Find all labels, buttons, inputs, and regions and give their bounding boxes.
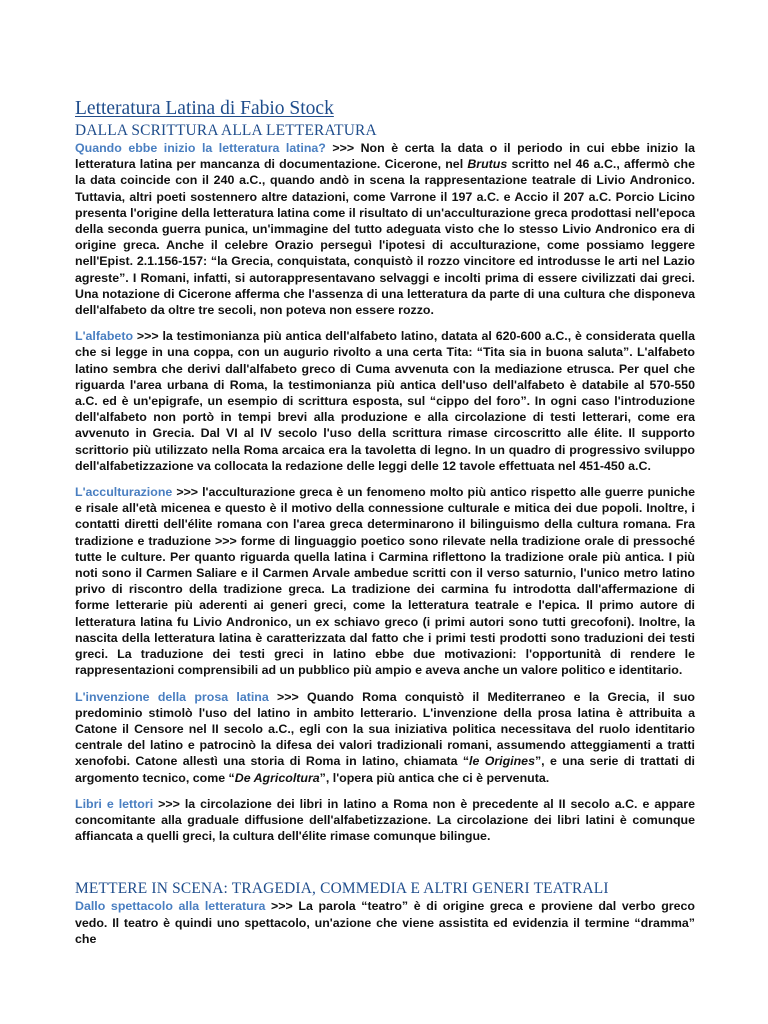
paragraph-text: >>> l'acculturazione greca è un fenomeno molto più antico rispetto alle guerre puniche e risale all'età micenea e questo è il motivo della connessione culturale e mitica dei due popoli. Inoltre, i contatti diretti dell'élite romana con l'area greca determinarono il bilinguismo della cultura romana. Fra tradizione e traduzione >>> forme di linguaggio poetico sono rilevate nella tradizione orale di pressoché tutte le culture. Per quanto riguarda quella latina i Carmina riflettono la tradizione orale più antica. I più noti sono il Carmen Saliare e il Carmen Arvale ambedue scritti con il verso saturnio, l'unico metro latino privo di riscontro della tradizione greca. La tradizione dei carmina fu introdotta dall'affermazione di forme letterarie più aderenti ai generi greci, come la letteratura teatrale e l'epica. Il primo autore di letteratura latina fu Livio Andronico, un ex schiavo greco (i primi autori sono tutti grecofoni). Inoltre, la nascita della letteratura latina è caratterizzata dal fatto che i primi testi prodotti sono traduzioni dei testi greci. La traduzione dei testi greci in latino ebbe due motivazioni: l'opportunità di rendere le rappresentazioni comprensibili ad un pubblico più ampio e aveva anche un valore politico e identitario. xyxy=(75,485,695,678)
paragraph-text: >>> Quando Roma conquistò il Mediterraneo e la Grecia, il suo predominio stimolò l'uso del latino in ambito letterario. L'invenzione della prosa latina è attribuita a Catone il Censore nel II secolo a.C., egli con la sua iniziativa politica necessitava del ruolo identitario centrale del latino e patrocinò la difesa dei valori tradizionali romani, assumendo atteggiamenti a tratti xenofobi. Catone allestì una storia di Roma in latino, chiamata “ xyxy=(75,689,695,769)
paragraph-lead: L'invenzione della prosa latina xyxy=(75,689,269,704)
paragraph-lead: Quando ebbe inizio la letteratura latina? xyxy=(75,141,326,155)
paragraph-lead: L'acculturazione xyxy=(75,485,173,500)
paragraph xyxy=(75,328,695,474)
paragraph-text: >>> la circolazione dei libri in latino a Roma non è precedente al II secolo a.C. e appare concomitante alla graduale diffusione dell'alfabetizzazione. La circolazione dei libri latini è comunque affiancata a quelli greci, la cultura dell'élite rimase comunque bilingue. xyxy=(75,796,695,844)
paragraph xyxy=(75,140,695,318)
section-spacer xyxy=(75,854,695,880)
paragraph-italic-text: Brutus xyxy=(467,157,508,172)
section-heading-2: METTERE IN SCENA: TRAGEDIA, COMMEDIA E ALTRI GENERI TEATRALI xyxy=(75,880,609,898)
document-page xyxy=(75,98,695,957)
paragraph-text: >>> La parola “teatro” è di origine greca e proviene dal verbo greco vedo. Il teatro è quindi uno spettacolo, un'azione che viene assistita ed evidenzia il termine “dramma” che xyxy=(75,899,695,946)
paragraph xyxy=(75,898,695,947)
section-2-body xyxy=(75,898,695,947)
document-title: Letteratura Latina di Fabio Stock xyxy=(75,98,334,119)
paragraph-italic-text: De Agricoltura xyxy=(234,770,320,785)
paragraph xyxy=(75,796,695,845)
paragraph xyxy=(75,484,695,678)
paragraph-italic-text: le Origines xyxy=(469,754,535,769)
paragraph-text: >>> la testimonianza più antica dell'alfabeto latino, datata al 620-600 a.C., è considerata quella che si legge in una coppa, con un augurio rivolto a una certa Tita: “Tita sia in buona saluta”. L'alfabeto latino sembra che derivi dall'alfabeto greco di Cuma avvenuta con la mediazione etrusca. Per quel che riguarda l'area urbana di Roma, la testimonianza più antica dell'uso dell'alfabeto è databile al 570-550 a.C. ed è un'epigrafe, un esempio di scrittura esposta, sul “cippo del foro”. In ogni caso l'introduzione dell'alfabeto non portò in tempi brevi alla produzione e alla circolazione di testi letterari, come era avvenuto in Grecia. Dal VI al IV secolo l'uso della scrittura rimase circoscritto alle élite. Il supporto scrittorio più utilizzato nella Roma arcaica era la tavoletta di legno. In un quadro di progressivo sviluppo dell'alfabetizzazione va collocata la redazione delle leggi delle 12 tavole effettuata nel 451-450 a.C. xyxy=(75,329,695,473)
paragraph-text: scritto nel 46 a.C., affermò che la data coincide con il 240 a.C., quando andò in scena la rappresentazione teatrale di Livio Andronico. Tuttavia, altri poeti sostennero altre datazioni, come Varrone il 197 a.C. e Accio il 207 a.C. Porcio Licino presenta l'origine della letteratura latina come il risultato di un'acculturazione greca prodottasi nell'epoca della seconda guerra punica, un'immagine del tutto adeguata visto che lo stesso Livio Andronico era di origine greca. Anche il celebre Orazio perseguì l'ipotesi di acculturazione, come possiamo leggere nell'Epist. 2.1.156-157: “la Grecia, conquistata, conquistò il rozzo vincitore ed introdusse le arti nel Lazio agreste”. I Romani, infatti, si autorappresentavano selvaggi e incolti prima di essere civilizzati dai greci. Una notazione di Cicerone afferma che l'assenza di una letteratura da parte di una cultura che disponeva dell'alfabeto da oltre tre secoli, non poteva non essere rozzo. xyxy=(75,157,695,318)
paragraph xyxy=(75,689,695,786)
paragraph-lead: Dallo spettacolo alla letteratura xyxy=(75,899,266,914)
paragraph-text: >>> Non è certa la data o il periodo in cui ebbe inizio la letteratura latina per mancanza di documentazione. Cicerone, nel xyxy=(75,141,695,172)
paragraph-lead: L'alfabeto xyxy=(75,329,134,344)
paragraph-text: ”, e una serie di trattati di argomento tecnico, come “ xyxy=(75,754,695,785)
section-heading-1: DALLA SCRITTURA ALLA LETTERATURA xyxy=(75,122,377,139)
paragraph-lead: Libri e lettori xyxy=(75,796,154,811)
section-1-body xyxy=(75,140,695,844)
paragraph-text: ”, l'opera più antica che ci è pervenuta. xyxy=(319,770,550,785)
